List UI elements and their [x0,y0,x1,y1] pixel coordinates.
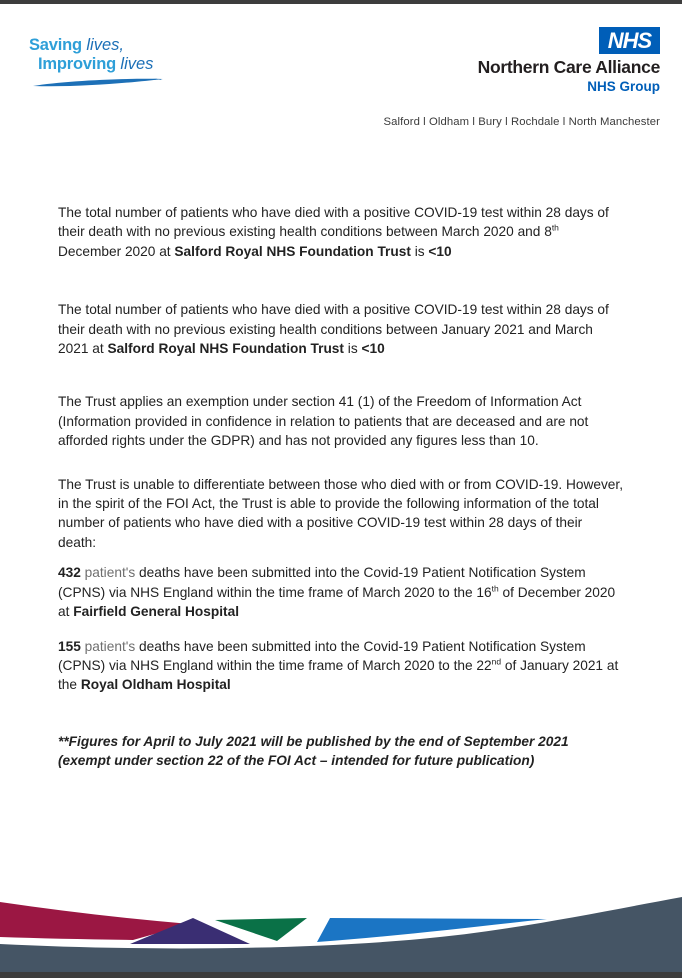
bottom-edge-strip [0,972,682,978]
para-oldham: 155 patient's deaths have been submitted into the Covid-19 Patient Notification System (CPNS) via NHS England within the time frame of March 2020 to the 22nd of January 2021 at the Royal Oldham Hospital [58,638,619,693]
tagline-logo [29,36,165,88]
org-name: Northern Care Alliance [477,57,660,77]
nhs-logo-text: NHS [607,28,652,53]
para-salford-2020: The total number of patients who have died with a positive COVID-19 test within 28 days of their death with no previous existing health conditions between March 2020 and 8th December 2020 at Salford Royal NHS Foundation Trust is <10 [58,205,609,259]
nhs-logo [599,27,660,54]
body-paragraphs [58,203,624,771]
para-exemption: The Trust applies an exemption under section 41 (1) of the Freedom of Information Act (Information provided in confidence in relation to patients that are deceased and are not afforded rights under the GDPR) and has not provided any figures less than 10. [58,394,589,449]
para-future-publication: **Figures for April to July 2021 will be published by the end of September 2021 (exempt under section 22 of the FOI Act – intended for future publication) [58,733,569,769]
localities-line: Salford l Oldham l Bury l Rochdale l North Manchester [383,116,660,128]
para-differentiate: The Trust is unable to differentiate between those who died with or from COVID-19. However, in the spirit of the FOI Act, the Trust is able to provide the following information of the total number of patients who have died with a positive COVID-19 test within 28 days of their death: [58,476,624,550]
tagline-improving: Improving [38,55,116,73]
tagline-saving: Saving [29,36,82,54]
para-fairfield: 432 patient's deaths have been submitted into the Covid-19 Patient Notification System (CPNS) via NHS England within the time frame of March 2020 to the 16th of December 2020 at Fairfield General Hospital [58,565,616,620]
tagline-lives-2: lives [120,55,154,73]
tagline-line-1 [29,36,165,55]
top-edge-strip [0,0,682,4]
tagline-line-2 [38,55,165,74]
brush-stroke-icon [33,78,165,88]
para-salford-2021: The total number of patients who have died with a positive COVID-19 test within 28 days of their death with no previous existing health conditions between January 2021 and March 2021 at Salford Royal NHS Foundation Trust is <10 [58,302,609,357]
nhs-branding-block [478,27,660,94]
org-group: NHS Group [587,79,660,94]
footer-wave-graphic [0,880,682,978]
tagline-lives-1: lives, [86,36,124,54]
